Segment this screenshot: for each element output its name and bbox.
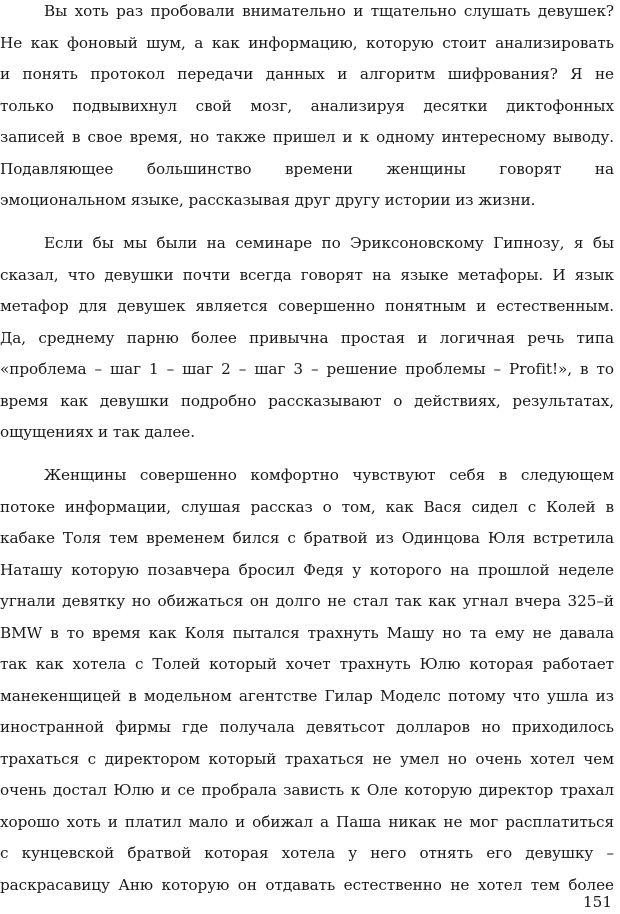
text-line: время как девушки подробно рассказывают о действиях, результатах,	[0, 391, 614, 410]
text-line: эмоциональном языке, рассказывая друг другу истории из жизни.	[0, 191, 536, 209]
text-line: BMW в то время как Коля пытался трахнуть Машу но та ему не давала	[0, 623, 614, 642]
text-line: с кунцевской братвой которая хотела у него отнять его девушку –	[0, 844, 614, 862]
text-line: записей в свое время, но также пришел и к одному интересному выводу.	[0, 128, 614, 146]
text-line: Если бы мы были на семинаре по Эриксоновскому Гипнозу, я бы	[44, 234, 614, 252]
text-line: очень достал Юлю и се пробрала зависть к Оле которую директор трахал	[0, 781, 614, 799]
text-line: Наташу которую позавчера бросил Федя у которого на прошлой неделе	[0, 560, 614, 579]
text-line: Не как фоновый шум, а как информацию, которую стоит анализировать	[0, 33, 614, 52]
text-line: иностранной фирмы где получала девятьсот долларов но приходилось	[0, 718, 614, 736]
text-line: только подвывихнул свой мозг, анализируя десятки диктофонных	[0, 96, 614, 115]
paragraph	[0, 228, 614, 449]
text-line: ощущениях и так далее.	[0, 423, 196, 441]
text-line: сказал, что девушки почти всегда говорят на языке метафоры. И язык	[0, 265, 614, 284]
text-line: Женщины совершенно комфортно чувствуют себя в следующем	[44, 466, 614, 484]
page-number: 151	[583, 893, 612, 911]
text-line: трахаться с директором который трахаться не умел но очень хотел чем	[0, 749, 614, 768]
text-line: потоке информации, слушая рассказ о том, как Вася сидел с Колей в	[0, 497, 614, 516]
text-line: хорошо хоть и платил мало и обижал а Паша никак не мог расплатиться	[0, 812, 614, 831]
text-line: Да, среднему парню более привычна простая и логичная речь типа	[0, 328, 614, 347]
text-line: метафор для девушек является совершенно понятным и естественным.	[0, 297, 614, 315]
text-line: кабаке Толя тем временем бился с братвой из Одинцова Юля встретила	[0, 529, 614, 547]
text-line: Подавляющее большинство времени женщины говорят на	[0, 159, 614, 178]
text-line: раскрасавицу Аню которую он отдавать естественно не хотел тем более	[0, 875, 614, 894]
text-line: Вы хоть раз пробовали внимательно и тщательно слушать девушек?	[44, 2, 614, 20]
paragraph	[0, 0, 614, 217]
paragraph	[0, 460, 614, 901]
text-line: и понять протокол передачи данных и алгоритм шифрования? Я не	[0, 65, 614, 83]
text-line: так как хотела с Толей который хочет трахнуть Юлю которая работает	[0, 655, 614, 673]
text-line: манекенщицей в модельном агентстве Гилар Моделс потому что ушла из	[0, 686, 614, 705]
text-line: угнали девятку но обижаться он долго не стал так как угнал вчера 325–й	[0, 592, 614, 610]
text-line: «проблема – шаг 1 – шаг 2 – шаг 3 – решение проблемы – Profit!», в то	[0, 360, 614, 378]
